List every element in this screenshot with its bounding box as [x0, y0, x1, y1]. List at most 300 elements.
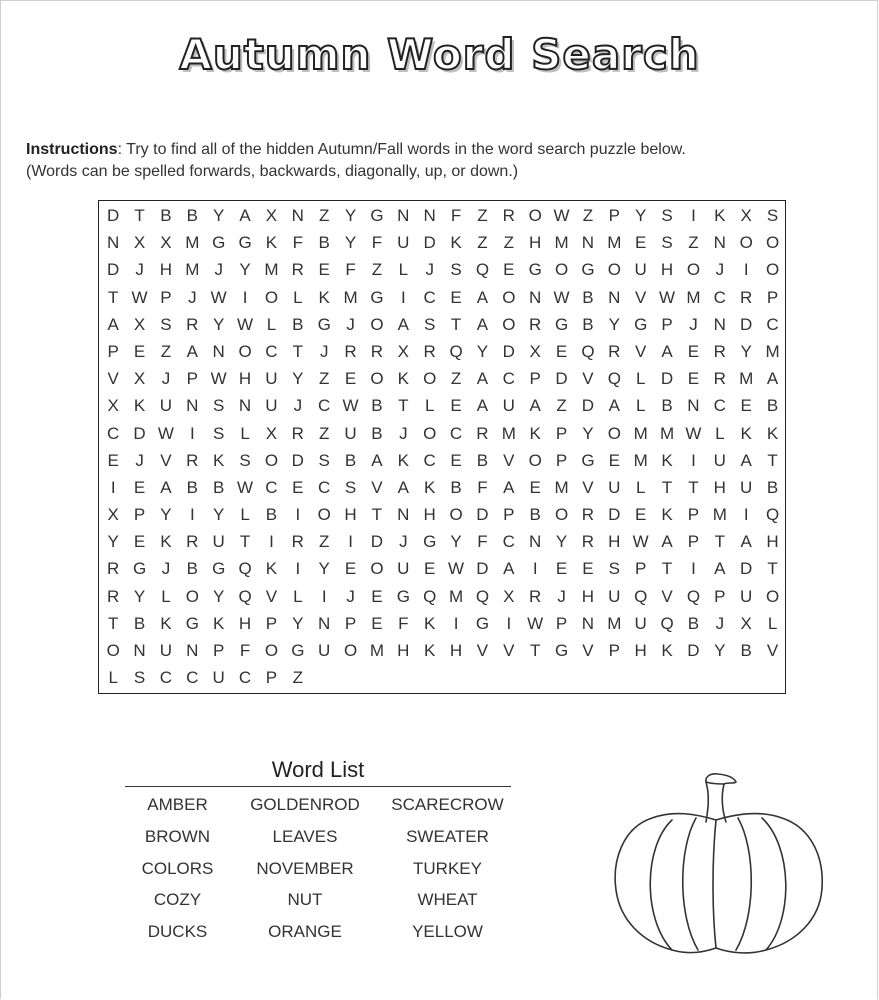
grid-letter: Z: [477, 206, 488, 225]
grid-letter: D: [687, 641, 700, 660]
grid-letter: I: [348, 532, 353, 552]
word-list: [120, 794, 520, 953]
grid-letter: V: [661, 586, 673, 606]
grid-letter: T: [107, 613, 119, 633]
grid-letter: S: [766, 206, 779, 225]
grid-letter: O: [238, 341, 252, 361]
grid-letter: I: [506, 613, 512, 633]
grid-letter: E: [450, 396, 462, 416]
grid-letter: J: [188, 287, 197, 307]
grid-letter: V: [371, 477, 383, 497]
grid-letter: J: [214, 260, 223, 280]
grid-letter: O: [264, 287, 279, 307]
grid-letter: V: [476, 641, 489, 660]
grid-letter: K: [450, 233, 462, 253]
grid-letter: N: [133, 641, 146, 660]
grid-letter: E: [133, 477, 146, 497]
grid-letter: E: [107, 450, 119, 470]
grid-letter: O: [423, 423, 437, 443]
grid-letter: K: [740, 423, 752, 443]
grid-letter: F: [371, 233, 383, 253]
grid-letter: J: [293, 396, 303, 416]
grid-letter: W: [632, 532, 649, 552]
grid-letter: P: [555, 450, 568, 470]
grid-letter: Y: [608, 314, 620, 334]
grid-letter: I: [189, 423, 195, 443]
grid-letter: O: [554, 505, 569, 525]
word-list-item: GOLDENROD: [250, 795, 360, 814]
grid-letter: Y: [344, 233, 357, 253]
grid-letter: M: [185, 260, 200, 280]
grid-letter: C: [238, 668, 252, 688]
grid-letter: O: [264, 641, 279, 660]
grid-letter: D: [107, 206, 120, 225]
grid-letter: B: [450, 477, 462, 497]
grid-letter: P: [265, 613, 278, 633]
grid-letter: K: [318, 287, 330, 307]
grid-letter: S: [661, 233, 673, 253]
grid-letter: H: [344, 505, 357, 525]
grid-letter: P: [213, 641, 225, 660]
grid-letter: O: [185, 586, 199, 606]
grid-letter: P: [160, 287, 172, 307]
grid-letter: Z: [477, 233, 488, 253]
grid-letter: D: [581, 396, 595, 416]
grid-letter: L: [161, 586, 171, 606]
grid-letter: J: [346, 586, 355, 606]
grid-letter: I: [295, 505, 301, 525]
grid-letter: H: [449, 641, 463, 660]
grid-letter: R: [529, 586, 542, 606]
grid-letter: M: [712, 505, 727, 525]
grid-letter: Q: [449, 341, 463, 361]
grid-letter: B: [344, 450, 357, 470]
grid-letter: G: [581, 450, 595, 470]
grid-letter: L: [635, 477, 646, 497]
grid-letter: Z: [318, 369, 330, 389]
grid-letter: E: [555, 559, 568, 579]
grid-letter: R: [291, 532, 304, 552]
grid-letter: R: [581, 505, 595, 525]
grid-letter: E: [503, 260, 515, 280]
grid-letter: G: [132, 559, 147, 579]
grid-letter: W: [210, 287, 227, 307]
grid-letter: Y: [740, 341, 752, 361]
grid-letter: L: [293, 287, 303, 307]
grid-letter: I: [532, 559, 538, 579]
grid-letter: M: [607, 613, 622, 633]
grid-letter: P: [766, 287, 779, 307]
grid-letter: H: [660, 260, 674, 280]
grid-letter: U: [265, 396, 278, 416]
grid-letter: M: [501, 423, 516, 443]
grid-letter: A: [160, 477, 172, 497]
grid-letter: J: [557, 586, 566, 606]
grid-letter: C: [502, 369, 515, 389]
grid-letter: C: [423, 287, 436, 307]
grid-letter: J: [399, 423, 408, 443]
grid-letter: J: [715, 613, 725, 633]
grid-letter: R: [713, 369, 726, 389]
grid-letter: L: [398, 260, 409, 280]
grid-letter: T: [529, 641, 541, 660]
grid-letter: G: [185, 613, 199, 633]
grid-letter: S: [213, 396, 225, 416]
grid-letter: U: [212, 532, 225, 552]
grid-letter: E: [133, 341, 146, 361]
grid-letter: P: [529, 369, 541, 389]
grid-letter: R: [370, 341, 384, 361]
grid-letter: T: [661, 477, 673, 497]
grid-letter: C: [265, 477, 278, 497]
grid-letter: G: [212, 233, 226, 253]
grid-letter: I: [321, 586, 327, 606]
grid-letter: T: [134, 206, 145, 225]
grid-letter: N: [713, 314, 726, 334]
grid-letter: R: [423, 341, 436, 361]
grid-letter: A: [503, 559, 515, 579]
grid-letter: K: [265, 233, 278, 253]
grid-letter: X: [133, 233, 146, 253]
grid-letter: Z: [160, 341, 172, 361]
grid-letter: S: [344, 477, 357, 497]
grid-letter: M: [765, 341, 780, 361]
instructions-note: (Words can be spelled forwards, backwards, diagonally, up, or down.): [26, 163, 519, 180]
grid-letter: R: [107, 559, 120, 579]
grid-letter: A: [371, 450, 383, 470]
grid-letter: B: [740, 641, 752, 660]
grid-letter: E: [687, 369, 700, 389]
grid-letter: H: [397, 641, 410, 660]
grid-letter: G: [423, 532, 437, 552]
grid-letter: M: [554, 233, 569, 253]
grid-letter: B: [265, 505, 278, 525]
grid-letter: U: [740, 586, 753, 606]
grid-letter: C: [713, 396, 726, 416]
grid-letter: R: [186, 532, 199, 552]
grid-letter: N: [397, 206, 410, 225]
grid-letter: J: [135, 260, 144, 280]
grid-letter: P: [133, 505, 146, 525]
grid-letter: Z: [318, 423, 330, 443]
word-list-item: AMBER: [147, 795, 208, 814]
grid-letter: C: [265, 341, 278, 361]
grid-letter: X: [529, 341, 541, 361]
grid-letter: D: [476, 505, 489, 525]
grid-letter: T: [714, 532, 725, 552]
grid-letter: S: [608, 559, 620, 579]
grid-letter: U: [740, 477, 753, 497]
page-title: Autumn Word Search: [179, 30, 700, 79]
grid-letter: H: [238, 613, 252, 633]
grid-letter: D: [370, 532, 384, 552]
grid-letter: W: [157, 423, 174, 443]
grid-letter: S: [450, 260, 462, 280]
grid-letter: U: [502, 396, 515, 416]
grid-letter: P: [687, 532, 700, 552]
grid-letter: P: [714, 586, 726, 606]
grid-letter: R: [713, 341, 726, 361]
grid-letter: M: [659, 423, 675, 443]
grid-letter: A: [740, 532, 752, 552]
grid-letter: J: [399, 532, 408, 552]
grid-letter: E: [608, 450, 620, 470]
grid-letter: T: [688, 477, 699, 497]
grid-letter: U: [397, 559, 410, 579]
grid-letter: J: [715, 260, 725, 280]
instructions: [26, 139, 866, 183]
grid-letter: T: [292, 341, 303, 361]
grid-letter: Z: [688, 233, 699, 253]
grid-letter: U: [159, 396, 173, 416]
letter-grid: [99, 201, 786, 691]
grid-letter: R: [291, 423, 304, 443]
grid-letter: B: [318, 233, 330, 253]
grid-letter: Y: [476, 341, 489, 361]
grid-letter: I: [743, 260, 749, 280]
grid-letter: C: [318, 477, 331, 497]
grid-letter: I: [295, 559, 301, 579]
grid-letter: Y: [133, 586, 146, 606]
grid-letter: K: [529, 423, 541, 443]
grid-letter: C: [159, 668, 173, 688]
grid-letter: T: [767, 559, 778, 579]
grid-letter: K: [160, 613, 172, 633]
grid-letter: O: [765, 233, 780, 253]
grid-letter: U: [608, 477, 621, 497]
grid-letter: N: [529, 287, 542, 307]
grid-letter: R: [608, 341, 621, 361]
grid-letter: A: [476, 396, 489, 416]
grid-letter: Z: [318, 532, 330, 552]
grid-letter: Z: [318, 206, 330, 225]
grid-letter: V: [766, 641, 779, 660]
grid-letter: I: [189, 505, 195, 525]
grid-letter: E: [687, 341, 700, 361]
grid-letter: Y: [213, 206, 225, 225]
grid-letter: Z: [450, 369, 462, 389]
pumpkin-icon: [608, 770, 828, 958]
grid-letter: X: [265, 423, 278, 443]
grid-letter: P: [608, 641, 620, 660]
grid-letter: K: [661, 450, 673, 470]
grid-letter: E: [318, 260, 330, 280]
grid-letter: J: [689, 314, 698, 334]
grid-letter: R: [529, 314, 542, 334]
grid-letter: R: [502, 206, 515, 225]
grid-letter: C: [107, 423, 120, 443]
grid-letter: Y: [160, 505, 172, 525]
grid-letter: E: [371, 586, 383, 606]
grid-letter: M: [185, 233, 200, 253]
grid-letter: X: [503, 586, 515, 606]
grid-letter: V: [503, 450, 515, 470]
grid-letter: L: [424, 396, 435, 416]
grid-letter: I: [691, 559, 696, 579]
grid-letter: B: [186, 477, 198, 497]
grid-letter: E: [529, 477, 541, 497]
grid-letter: B: [582, 287, 594, 307]
grid-letter: O: [765, 260, 780, 280]
grid-letter: B: [186, 559, 198, 579]
grid-letter: Y: [239, 260, 251, 280]
grid-letter: L: [715, 423, 725, 443]
grid-letter: N: [581, 613, 595, 633]
word-list-item: LEAVES: [272, 826, 338, 846]
grid-letter: A: [476, 369, 489, 389]
grid-letter: Q: [475, 586, 490, 606]
grid-letter: N: [318, 613, 331, 633]
grid-letter: C: [713, 287, 726, 307]
grid-letter: S: [424, 314, 436, 334]
grid-letter: J: [161, 559, 171, 579]
grid-letter: J: [161, 369, 171, 389]
grid-letter: Y: [318, 559, 330, 579]
grid-letter: K: [265, 559, 278, 579]
grid-letter: J: [425, 260, 434, 280]
grid-letter: B: [529, 505, 541, 525]
grid-letter: H: [529, 233, 542, 253]
grid-letter: L: [240, 505, 250, 525]
grid-letter: W: [553, 287, 570, 307]
grid-letter: E: [344, 559, 357, 579]
grid-letter: Q: [607, 369, 621, 389]
grid-letter: E: [635, 505, 647, 525]
grid-letter: U: [634, 260, 647, 280]
grid-letter: S: [213, 423, 225, 443]
grid-letter: B: [766, 396, 779, 416]
grid-letter: N: [291, 206, 304, 225]
grid-letter: U: [265, 369, 278, 389]
grid-letter: X: [133, 314, 146, 334]
grid-letter: L: [767, 613, 778, 633]
grid-letter: T: [107, 287, 119, 307]
grid-letter: V: [635, 341, 647, 361]
grid-letter: D: [502, 341, 515, 361]
grid-letter: P: [503, 505, 515, 525]
grid-letter: G: [370, 287, 384, 307]
grid-letter: H: [634, 641, 647, 660]
grid-letter: K: [424, 641, 436, 660]
grid-letter: Q: [660, 613, 674, 633]
grid-letter: M: [633, 423, 648, 443]
word-list-item: SCARECROW: [391, 795, 504, 814]
grid-letter: E: [450, 450, 462, 470]
grid-letter: P: [555, 613, 568, 633]
grid-letter: D: [660, 369, 674, 389]
grid-letter: K: [661, 505, 673, 525]
grid-letter: R: [186, 314, 199, 334]
word-list-item: COLORS: [141, 858, 214, 878]
grid-letter: Y: [582, 423, 594, 443]
grid-letter: Y: [292, 369, 304, 389]
grid-letter: R: [581, 532, 595, 552]
grid-letter: Z: [503, 233, 514, 253]
grid-letter: F: [292, 233, 303, 253]
grid-letter: P: [186, 369, 198, 389]
grid-letter: B: [687, 613, 700, 633]
grid-letter: A: [608, 396, 620, 416]
grid-letter: R: [291, 260, 304, 280]
instructions-label: Instructions: [26, 141, 118, 158]
word-list-divider: [125, 786, 511, 787]
grid-letter: A: [397, 477, 409, 497]
grid-letter: M: [554, 477, 569, 497]
grid-letter: B: [661, 396, 673, 416]
grid-letter: M: [607, 233, 622, 253]
grid-letter: G: [475, 613, 490, 633]
grid-letter: T: [767, 450, 778, 470]
grid-letter: A: [476, 287, 489, 307]
grid-letter: X: [107, 505, 119, 525]
grid-letter: B: [582, 314, 594, 334]
grid-letter: Z: [582, 206, 594, 225]
grid-letter: L: [266, 314, 277, 334]
grid-letter: M: [343, 287, 358, 307]
grid-letter: E: [635, 233, 647, 253]
grid-letter: C: [318, 396, 331, 416]
grid-letter: R: [186, 450, 199, 470]
word-list-item: SWEATER: [406, 826, 489, 846]
grid-letter: B: [292, 314, 304, 334]
grid-letter: G: [528, 260, 542, 280]
grid-letter: W: [448, 559, 465, 579]
grid-letter: G: [317, 314, 331, 334]
grid-letter: M: [633, 450, 648, 470]
grid-letter: F: [450, 206, 462, 225]
grid-letter: W: [237, 477, 254, 497]
grid-letter: O: [423, 369, 437, 389]
grid-letter: D: [740, 559, 753, 579]
grid-letter: O: [502, 314, 516, 334]
grid-letter: D: [740, 314, 753, 334]
grid-letter: Z: [292, 668, 303, 688]
grid-letter: K: [424, 477, 436, 497]
grid-letter: F: [239, 641, 251, 660]
grid-letter: A: [107, 314, 119, 334]
word-list-item: NUT: [287, 890, 323, 910]
grid-letter: G: [581, 260, 595, 280]
grid-letter: W: [131, 287, 148, 307]
grid-letter: N: [212, 341, 225, 361]
grid-letter: C: [502, 532, 515, 552]
grid-letter: H: [608, 532, 621, 552]
grid-letter: L: [635, 369, 646, 389]
grid-letter: V: [582, 369, 594, 389]
grid-letter: N: [397, 505, 410, 525]
grid-letter: W: [237, 314, 254, 334]
grid-letter: M: [448, 586, 464, 606]
grid-letter: C: [423, 450, 436, 470]
grid-letter: W: [342, 396, 359, 416]
grid-letter: O: [554, 260, 569, 280]
grid-letter: T: [661, 559, 673, 579]
grid-letter: Q: [765, 505, 780, 525]
grid-letter: I: [110, 477, 116, 497]
grid-letter: Y: [107, 532, 119, 552]
grid-letter: K: [424, 613, 436, 633]
word-search-grid: [98, 200, 786, 694]
grid-letter: N: [107, 233, 120, 253]
grid-letter: D: [133, 423, 146, 443]
grid-letter: O: [370, 369, 384, 389]
word-list-item: YELLOW: [412, 922, 483, 942]
grid-letter: F: [398, 613, 409, 633]
grid-letter: E: [582, 559, 594, 579]
grid-letter: G: [396, 586, 410, 606]
grid-letter: G: [291, 641, 305, 660]
word-list-item: WHEAT: [417, 890, 478, 910]
